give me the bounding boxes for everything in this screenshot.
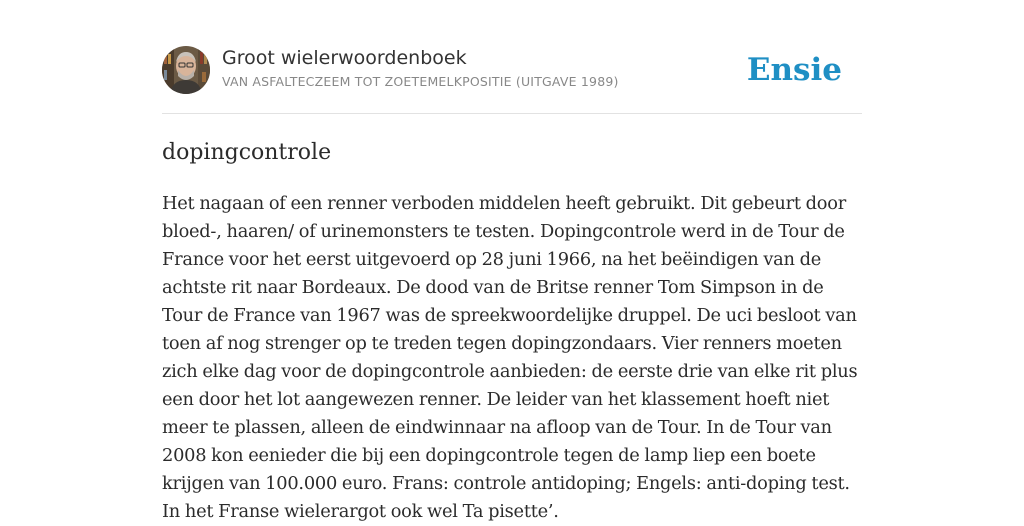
entry-body: Het nagaan of een renner verboden middelen heeft gebruikt. Dit gebeurt door bloed-, haaren/ of urinemonsters te testen. Dopingcontrole werd in de Tour de France voor het eerst uitgevoerd op 28 juni 1966, na het beëindigen van de achtste rit naar Bordeaux. De dood van de Britse renner Tom Simpson in de Tour de France van 1967 was de spreekwoordelijke druppel. De uci besloot van toen af nog strenger op te treden tegen dopingzondaars. Vier renners moeten zich elke dag voor de dopingcontrole aanbieden: de eerste drie van elke rit plus een door het lot aangewezen renner. De leider van het klassement hoeft niet meer te plassen, alleen de eindwinnaar na afloop van de Tour. In de Tour van 2008 kon eenieder die bij een dopingcontrole tegen de lamp liep een boete krijgen van 100.000 euro. Frans: controle antidoping; Engels: anti-doping test. In het Franse wielerargot ook wel Ta pisette’. (162, 193, 858, 522)
author-subtitle: VAN ASFALTECZEEM TOT ZOETEMELKPOSITIE (UITGAVE 1989) (222, 74, 619, 89)
author-name[interactable]: Groot wielerwoordenboek (222, 47, 467, 69)
header-divider (162, 113, 862, 114)
author-avatar[interactable] (162, 46, 210, 94)
portrait-icon (162, 46, 210, 94)
entry-title: dopingcontrole (162, 140, 332, 165)
page-header (162, 46, 862, 96)
brand-logo[interactable]: Ensie (746, 52, 842, 88)
